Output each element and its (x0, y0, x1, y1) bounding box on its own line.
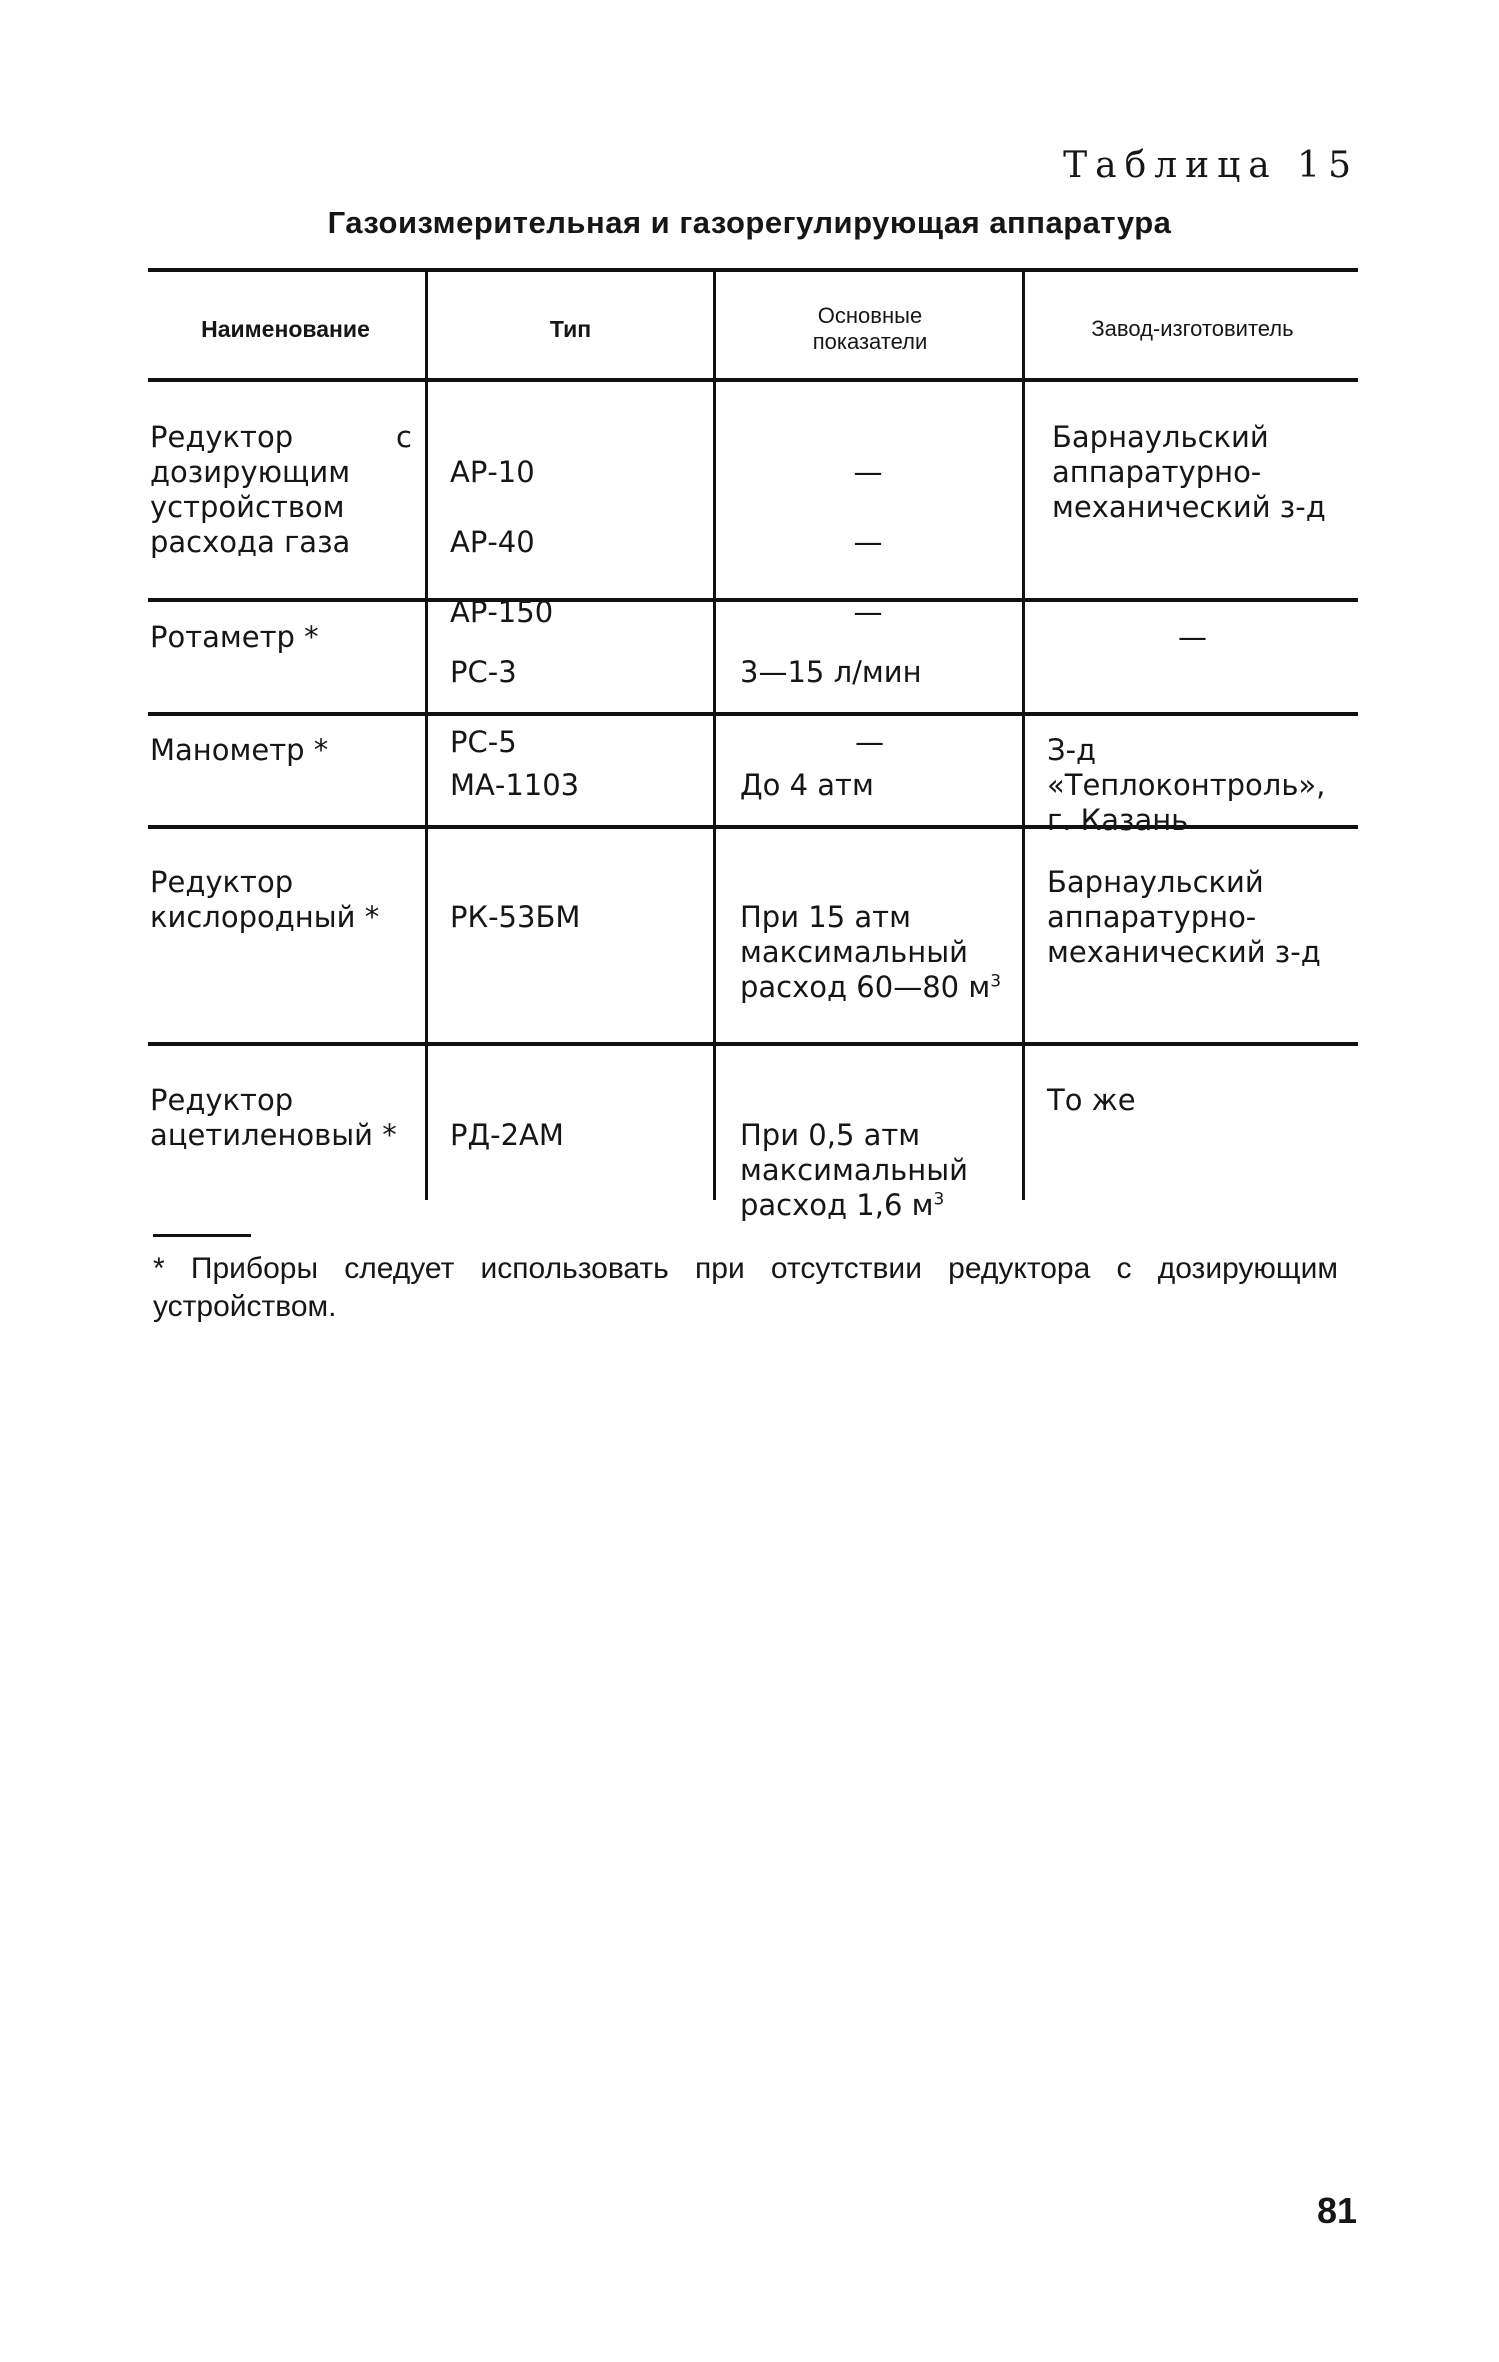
row5-manufacturer: То же (1047, 1083, 1136, 1117)
indicator-item: — (855, 725, 884, 759)
row2-name: Ротаметр * (150, 620, 319, 654)
row4-indicators (740, 865, 1002, 1005)
column-header-indicators: Основные показатели (812, 303, 928, 354)
page-number: 81 (1316, 2190, 1357, 2231)
row3-manufacturer: З-д «Теплоконтроль», г. Казань (1047, 733, 1326, 837)
type-item: АР-150 (450, 595, 554, 629)
type-item: РС-3 (450, 655, 517, 689)
indicator-item: До 4 атм (740, 768, 874, 802)
row3-name: Манометр * (150, 733, 329, 767)
column-divider (425, 270, 428, 1200)
indicator-item: — (853, 595, 883, 629)
row5-name: Редуктор ацетиленовый * (150, 1083, 397, 1152)
indicator-item: 3—15 л/мин (740, 655, 922, 689)
row-divider (148, 1042, 1358, 1046)
type-item: АР-10 (450, 455, 535, 489)
type-item: АР-40 (450, 525, 535, 559)
row4-name: Редуктор кислородный * (150, 865, 380, 934)
header-bottom-rule (148, 378, 1358, 382)
column-header-name: Наименование (201, 316, 370, 342)
row3-indicators (740, 733, 1010, 838)
indicator-item: При 15 атм максимальный расход 60—80 м (740, 900, 991, 1004)
row1-manufacturer: Барнаульский аппаратурно-механический з-д (1052, 420, 1326, 524)
footnote-rule (153, 1234, 251, 1237)
row4-type (450, 865, 580, 970)
column-divider (1022, 270, 1025, 1200)
column-divider (713, 270, 716, 1200)
indicator-item: При 0,5 атм максимальный расход 1,6 м (740, 1118, 968, 1222)
type-item: МА-1103 (450, 768, 580, 802)
type-item: РК-53БМ (450, 900, 581, 934)
indicator-item: — (853, 455, 883, 489)
table-number-label: Таблица 15 (1063, 145, 1359, 186)
type-item: РД-2АМ (450, 1118, 564, 1152)
table-top-rule (148, 268, 1358, 272)
row1-name: Редуктор с дозирующим устройством расхода газа (150, 420, 412, 559)
superscript: 3 (933, 1189, 945, 1210)
column-header-manufacturer: Завод-изготовитель (1091, 316, 1294, 341)
footnote: * Приборы следует использовать при отсутствии редуктора с дозирующим устройством. (153, 1252, 1338, 1323)
row4-manufacturer: Барнаульский аппаратурно-механический з-д (1047, 865, 1321, 969)
type-item: РС-5 (450, 725, 517, 759)
row2-manufacturer: — (1178, 620, 1207, 654)
row5-type (450, 1083, 564, 1188)
column-header-type: Тип (549, 316, 592, 342)
row3-type (450, 733, 579, 838)
superscript: 3 (990, 971, 1002, 992)
table-title: Газоизмерительная и газорегулирующая аппаратура (327, 205, 1172, 240)
row5-indicators (740, 1083, 1002, 1223)
indicator-item: — (853, 525, 883, 559)
